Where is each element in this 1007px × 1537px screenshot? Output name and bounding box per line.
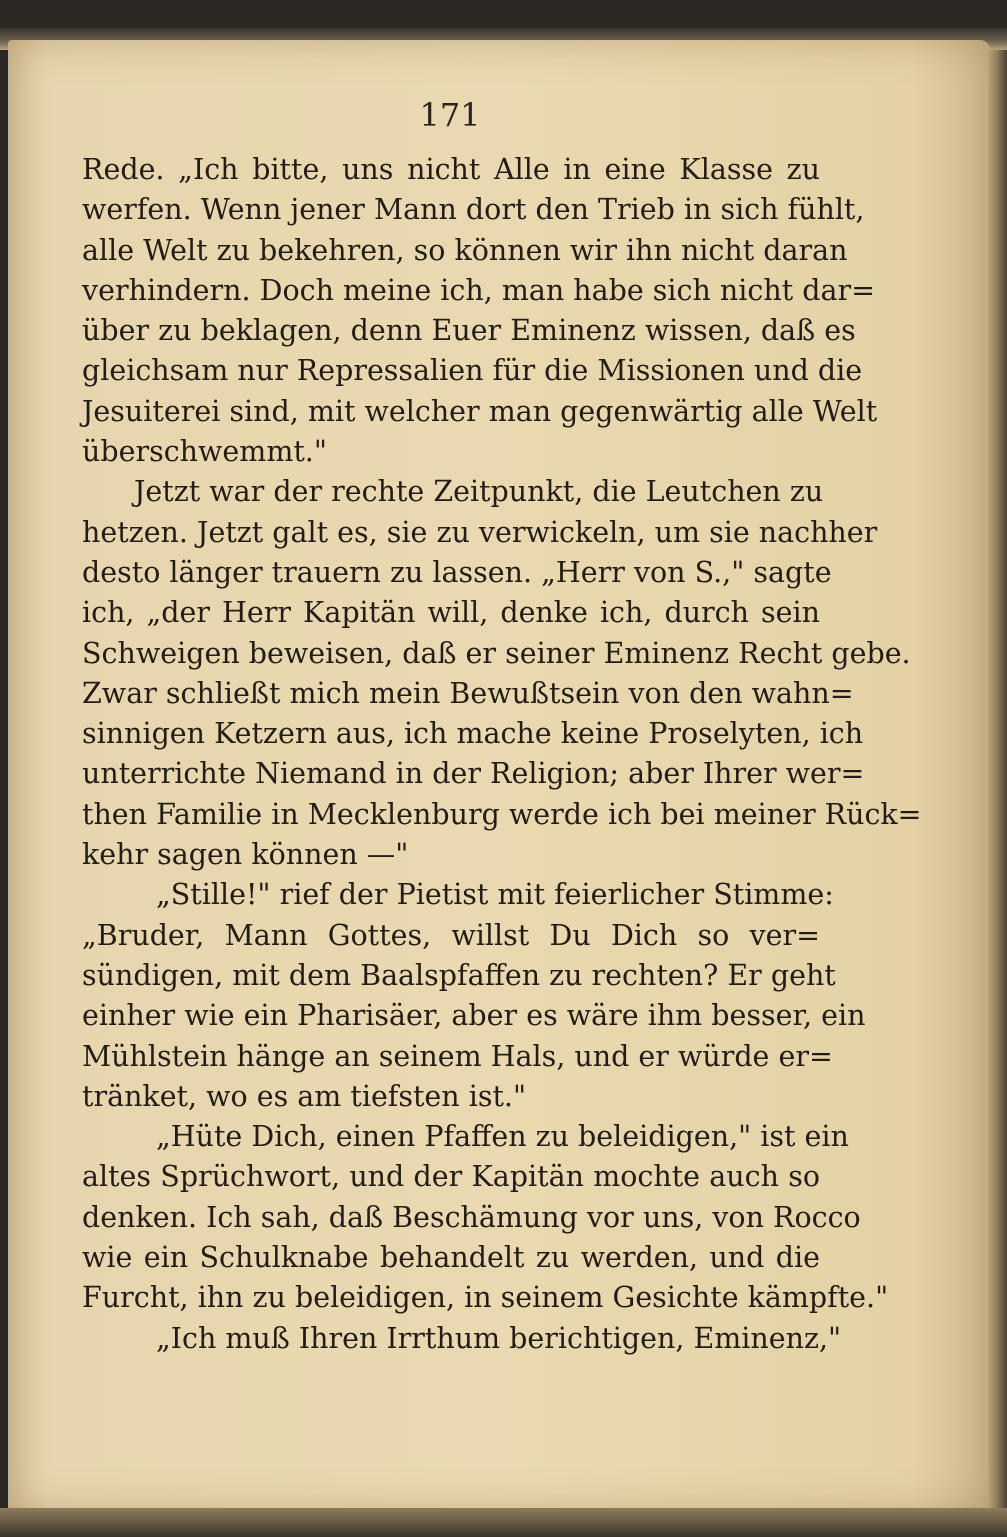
text-line: ich, „der Herr Kapitän will, denke ich, durch sein (82, 596, 820, 630)
page-number: 171 (419, 96, 481, 134)
text-line: Schweigen beweisen, daß er seiner Eminenz Recht gebe. (82, 636, 911, 670)
body-text (82, 150, 922, 1359)
text-line: Jetzt war der rechte Zeitpunkt, die Leutchen zu (134, 475, 824, 509)
text-line: gleichsam nur Repressalien für die Missionen und die (82, 354, 863, 388)
text-line: Zwar schließt mich mein Bewußtsein von den wahn= (82, 676, 854, 710)
text-line: Mühlstein hänge an seinem Hals, und er würde er= (82, 1039, 833, 1073)
text-line: werfen. Wenn jener Mann dort den Trieb in sich fühlt, (82, 193, 865, 227)
text-line: altes Sprüchwort, und der Kapitän mochte auch so (82, 1160, 820, 1194)
text-line: über zu beklagen, denn Euer Eminenz wissen, daß es (82, 314, 856, 348)
text-line: einher wie ein Pharisäer, aber es wäre ihm besser, ein (82, 999, 866, 1033)
text-line: desto länger trauern zu lassen. „Herr von S.," sagte (82, 555, 832, 589)
text-line: Furcht, ihn zu beleidigen, in seinem Gesichte kämpfte." (82, 1281, 889, 1315)
text-line: „Hüte Dich, einen Pfaffen zu beleidigen," ist ein (156, 1120, 849, 1154)
text-line: denken. Ich sah, daß Beschämung vor uns, von Rocco (82, 1200, 861, 1234)
text-line: „Stille!" rief der Pietist mit feierlicher Stimme: (156, 878, 834, 912)
text-line: sinnigen Ketzern aus, ich mache keine Proselyten, ich (82, 717, 864, 751)
text-line: wie ein Schulknabe behandelt zu werden, und die (82, 1241, 820, 1275)
page-right-edge (988, 50, 1007, 1520)
text-line: then Familie in Mecklenburg werde ich bei meiner Rück= (82, 797, 922, 831)
text-line: Rede. „Ich bitte, uns nicht Alle in eine Klasse zu (82, 153, 820, 186)
text-line: tränket, wo es am tiefsten ist." (82, 1079, 527, 1113)
text-line: unterrichte Niemand in der Religion; aber Ihrer wer= (82, 757, 865, 791)
text-line: alle Welt zu bekehren, so können wir ihn nicht daran (82, 233, 848, 267)
text-line: kehr sagen können —" (82, 838, 409, 872)
text-line: hetzen. Jetzt galt es, sie zu verwickeln, um sie nachher (82, 515, 878, 549)
text-line: überschwemmt." (82, 435, 327, 469)
text-line: „Ich muß Ihren Irrthum berichtigen, Eminenz," (156, 1321, 842, 1355)
text-line: „Bruder, Mann Gottes, willst Du Dich so ver= (82, 918, 820, 952)
text-line: verhindern. Doch meine ich, man habe sich nicht dar= (82, 273, 875, 307)
book-bottom-edge (0, 1508, 1007, 1537)
text-line: sündigen, mit dem Baalspfaffen zu rechten? Er geht (82, 958, 836, 992)
text-line: Jesuiterei sind, mit welcher man gegenwärtig alle Welt (82, 394, 878, 428)
